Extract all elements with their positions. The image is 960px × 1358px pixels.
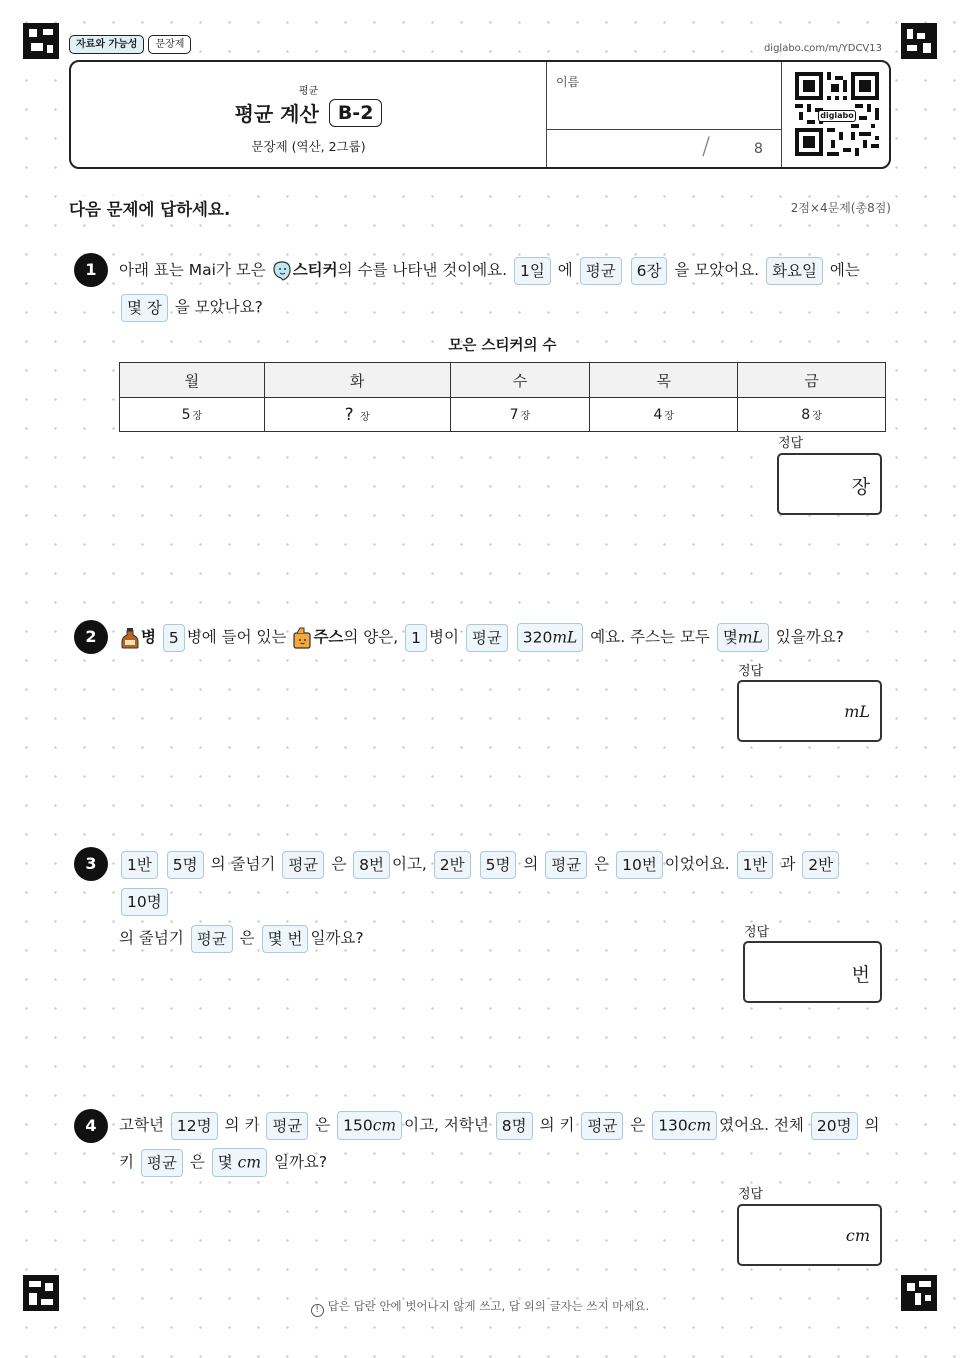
table-cell: 4 장 (590, 398, 738, 432)
keyword: 150cm (337, 1111, 402, 1140)
data-table (119, 362, 886, 432)
level-badge: B-2 (329, 99, 383, 127)
table-header: 목 (590, 363, 738, 398)
keyword: 1반 (121, 851, 158, 879)
worksheet-header (69, 60, 891, 169)
answer-label: 정답 (738, 664, 764, 679)
table-cell: 7 장 (450, 398, 590, 432)
keyword: 8번 (353, 851, 390, 879)
table-cell: 8 장 (738, 398, 886, 432)
keyword: 2반 (802, 851, 839, 879)
warning-icon: ! (311, 1304, 324, 1317)
keyword: 130cm (652, 1111, 717, 1140)
answer-unit: 번 (851, 964, 870, 986)
question-text: 고학년 12명 의 키 평균 은 150cm 이고, 저학년 8명 의 키 평균 은 130cm 였어요. 전체 20명 의 키 평균 은 몇 cm 일까요? (119, 1107, 894, 1181)
page-title: 평균 계산 (234, 102, 319, 126)
answer-box[interactable] (737, 680, 882, 742)
answer-unit: mL (844, 702, 870, 721)
answer-box[interactable] (743, 941, 882, 1003)
instruction: 다음 문제에 답하세요. (69, 196, 234, 220)
answer-unit: cm (845, 1226, 870, 1245)
keyword: 5 (163, 624, 185, 652)
keyword: 12명 (171, 1112, 218, 1140)
divider (547, 129, 781, 130)
question-text: 1반 5명 의 줄넘기 평균 은 8번 이고, 2반 5명 의 평균 은 10번 이었어요. 1반 과 2반 10명 의 줄넘기 평균 은 몇 번 일까요? (119, 846, 889, 957)
keyword: 6장 (631, 257, 668, 285)
answer-unit: 장 (851, 476, 870, 498)
table-header: 월 (120, 363, 265, 398)
table-caption: 모은 스티커의 수 (448, 338, 557, 354)
table-cell: 5 장 (120, 398, 265, 432)
juice-icon (291, 627, 313, 649)
answer-box[interactable] (777, 453, 882, 515)
keyword: 몇 cm (212, 1148, 267, 1177)
footer-text: 답은 답란 안에 벗어나지 않게 쓰고, 답 외의 글자는 쓰지 마세요. (327, 1299, 650, 1313)
keyword: 320mL (517, 623, 584, 652)
question-number: 1 (74, 253, 108, 287)
title-area (71, 62, 546, 167)
category-tag: 자료와 가능성 (69, 35, 144, 54)
type-tag: 문장제 (148, 35, 191, 54)
keyword: 1일 (514, 257, 551, 285)
question-number: 4 (74, 1109, 108, 1143)
keyword: 10번 (616, 851, 663, 879)
footer-note (0, 1298, 960, 1317)
category-tags (69, 35, 191, 54)
keyword: 평균 (580, 257, 622, 285)
table-row (120, 398, 886, 432)
answer-label: 정답 (744, 925, 770, 940)
score-total: 8 (754, 141, 763, 157)
page-subtitle: 문장제 (역산, 2그룹) (251, 139, 366, 154)
keyword: 평균 (466, 624, 508, 652)
keyword: 8명 (496, 1112, 533, 1140)
answer-box[interactable] (737, 1204, 882, 1266)
table-cell: ? 장 (264, 398, 450, 432)
keyword: 평균 (191, 925, 233, 953)
keyword: 몇 번 (262, 925, 309, 953)
keyword: 몇 장 (121, 294, 168, 322)
table-header: 금 (738, 363, 886, 398)
keyword: 몇mL (717, 623, 769, 652)
keyword: 평균 (282, 851, 324, 879)
keyword: 5명 (167, 851, 204, 879)
answer-label: 정답 (738, 1187, 764, 1202)
question-text: 아래 표는 Mai가 모은 스티커의 수를 나타낸 것이에요. 1일 에 평균 6장 을 모았어요. 화요일 에는 몇 장 을 모았나요? (119, 252, 889, 326)
title-category: 평균 (298, 86, 319, 97)
registration-marker (901, 23, 937, 59)
table-header: 화 (264, 363, 450, 398)
keyword: 평균 (545, 851, 587, 879)
answer-label: 정답 (778, 436, 804, 451)
keyword: 1반 (737, 851, 774, 879)
qr-area (781, 62, 891, 167)
keyword: 1 (405, 624, 427, 652)
sticker-icon (271, 260, 293, 282)
score-slash: / (702, 132, 711, 160)
name-label: 이름 (556, 75, 580, 89)
keyword: 화요일 (766, 257, 823, 285)
keyword: 5명 (480, 851, 517, 879)
registration-marker (23, 23, 59, 59)
keyword: 평균 (141, 1149, 183, 1177)
table-header-row (120, 363, 886, 398)
question-text: 병 5 병에 들어 있는 주스의 양은, 1 병이 평균 320mL 예요. 주스는 모두 몇mL 있을까요? (119, 619, 889, 656)
table-header: 수 (450, 363, 590, 398)
site-url[interactable]: diglabo.com/m/YDCV13 (763, 43, 882, 54)
keyword: 20명 (811, 1112, 858, 1140)
keyword: 10명 (121, 888, 168, 916)
qr-logo: diglabo (818, 110, 856, 122)
name-score-area (546, 62, 781, 167)
title-row (71, 98, 546, 127)
question-number: 2 (74, 620, 108, 654)
keyword: 2반 (434, 851, 471, 879)
keyword: 평균 (581, 1112, 623, 1140)
keyword: 평균 (266, 1112, 308, 1140)
points-info: 2점×4문제(총8점) (790, 201, 891, 215)
bottle-icon (119, 627, 141, 649)
question-number: 3 (74, 847, 108, 881)
